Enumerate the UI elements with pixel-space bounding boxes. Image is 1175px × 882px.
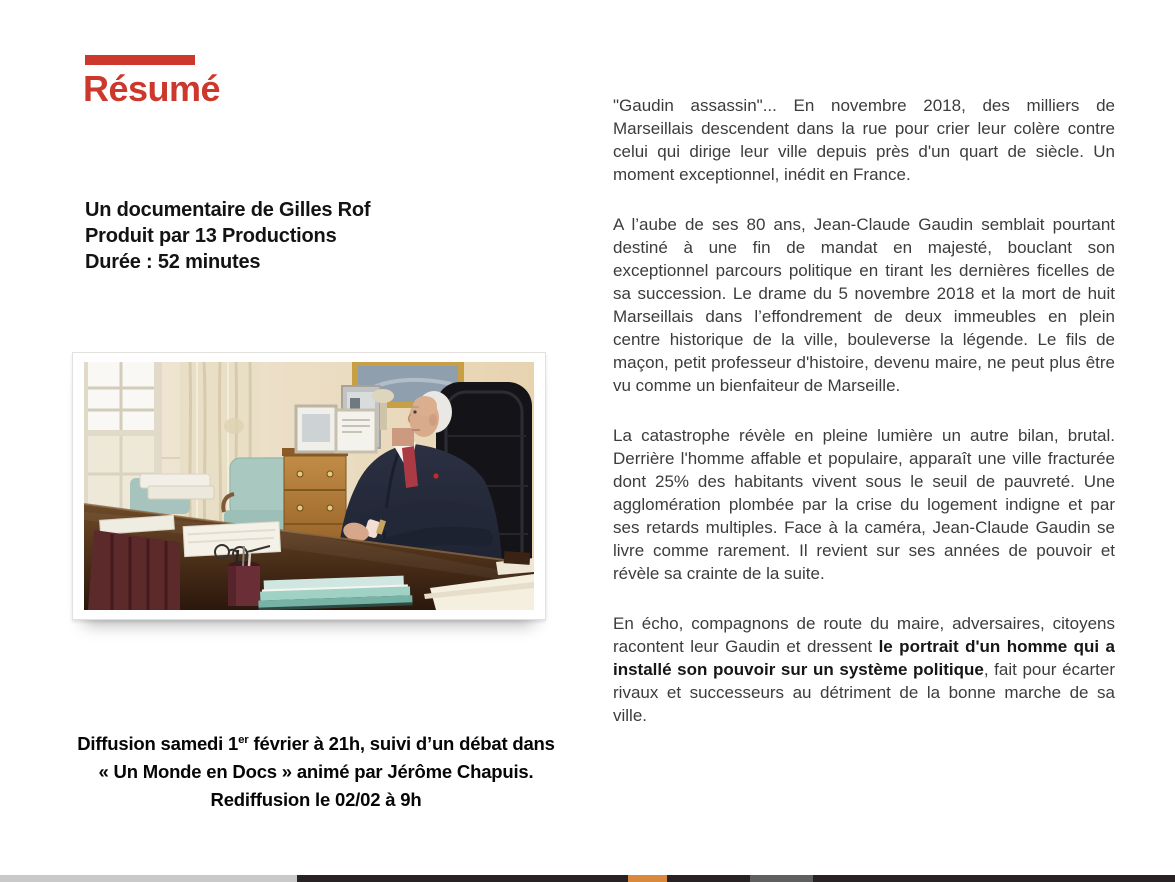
credits-line-director: Un documentaire de Gilles Rof: [85, 199, 371, 221]
bottom-strip-segment: [628, 875, 667, 882]
section-accent-bar: [85, 55, 195, 65]
bottom-strip-segment: [667, 875, 750, 882]
synopsis-bold-highlight: le portrait d'un homme qui a installé son pouvoir sur un système politique: [613, 637, 1115, 679]
synopsis-paragraph-1: "Gaudin assassin"... En novembre 2018, des milliers de Marseillais descendent dans la rue pour crier leur colère contre celui qui dirige leur ville depuis près d'un quart de siècle. Un moment exceptionnel, inédit en France.: [613, 96, 1115, 184]
bottom-strip-segment: [750, 875, 813, 882]
broadcast-line-2: « Un Monde en Docs » animé par Jérôme Chapuis.: [98, 761, 534, 782]
documentary-still-photo: [72, 352, 546, 620]
synopsis-paragraph-2: A l’aube de ses 80 ans, Jean-Claude Gaudin semblait pourtant destiné à une fin de mandat en majesté, bouclant son exceptionnel parcours politique en tirant les dernières ficelles de sa succession. Le drame du 5 novembre 2018 et la mort de huit Marseillais dans l’effondrement de deux immeubles en plein centre historique de la ville, bouleverse la légende. Le fils de maçon, petit professeur d'histoire, devenu maire, ne peut plus être vu comme un bienfaiteur de Marseille.: [613, 215, 1115, 395]
superscript-er: er: [238, 733, 249, 746]
section-title: Résumé: [83, 68, 221, 109]
synopsis-paragraph-4: En écho, compagnons de route du maire, adversaires, citoyens racontent leur Gaudin et dressent le portrait d'un homme qui a installé son pouvoir sur un système politique, fait pour écarter rivaux et successeurs au détriment de la bonne marche de sa ville.: [613, 614, 1115, 725]
credits-line-duration: Durée : 52 minutes: [85, 251, 261, 273]
broadcast-line-1: Diffusion samedi 1er février à 21h, suivi d’un débat dans: [77, 733, 555, 754]
credits-line-producer: Produit par 13 Productions: [85, 225, 337, 247]
synopsis-paragraph-3: La catastrophe révèle en pleine lumière un autre bilan, brutal. Derrière l'homme affable et populaire, apparaît une ville fracturée dont 25% des habitants vivent sous le seuil de pauvreté. Une agglomération plombée par la crise du logement indigne et par ses retards multiples. Face à la caméra, Jean-Claude Gaudin se livre comme rarement. Il revient sur ses années de pouvoir et révèle sa crainte de la suite.: [613, 426, 1115, 583]
broadcast-info: [31, 730, 601, 814]
broadcast-line-3: Rediffusion le 02/02 à 9h: [210, 789, 422, 810]
synopsis-column: [613, 94, 1115, 754]
credits-block: [85, 197, 370, 275]
bottom-strip-segment: [297, 875, 628, 882]
bottom-strip-segment: [0, 875, 297, 882]
bottom-strip-segment: [813, 875, 1175, 882]
bottom-strip: [0, 875, 1175, 882]
